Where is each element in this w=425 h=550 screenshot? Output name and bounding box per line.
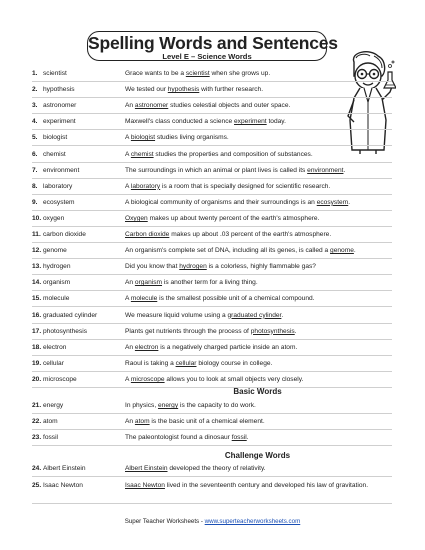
sentence-end: . <box>353 247 356 255</box>
sentence-end: biology course in college. <box>196 359 273 367</box>
word-number: 6. <box>32 150 38 158</box>
word-number: 13. <box>32 263 42 271</box>
spelling-word: environment <box>43 166 80 174</box>
sentence-start: Maxwell's class conducted a science <box>125 118 235 126</box>
sentence-keyword: Carbon dioxide <box>125 231 170 238</box>
example-sentence <box>125 86 357 94</box>
sentence-end: . <box>281 311 284 319</box>
sentence-end: allows you to look at small objects very closely. <box>164 375 304 383</box>
example-sentence <box>125 465 390 473</box>
example-sentence <box>125 295 390 303</box>
word-number: 1. <box>32 70 38 77</box>
sentence-end: is the basic unit of a chemical element. <box>149 418 265 426</box>
footer <box>0 518 425 526</box>
sentence-end: studies celestial objects and outer space. <box>168 102 291 110</box>
sentence-start: An <box>125 279 135 287</box>
word-row <box>32 134 392 146</box>
sentence-end: is the smallest possible unit of a chemical compound. <box>157 295 315 303</box>
sentence-start: Did you know that <box>125 263 180 271</box>
spelling-word: photosynthesis <box>43 327 87 335</box>
spelling-word: microscope <box>43 375 77 383</box>
sentence-end: is a room that is specially designed for scientific research. <box>160 182 331 190</box>
sentence-start: A <box>125 295 131 303</box>
word-row <box>32 151 392 163</box>
example-sentence <box>125 312 390 320</box>
title-box <box>87 31 338 61</box>
sentence-keyword: environment <box>307 166 344 174</box>
sentence-end: is a negatively charged particle inside an atom. <box>158 343 298 351</box>
basic-words-heading: Basic Words <box>233 387 282 396</box>
example-sentence <box>125 151 390 159</box>
sentence-start: A biological community of organisms and their surroundings is an <box>125 198 317 206</box>
word-number: 9. <box>32 198 38 206</box>
sentence-end: developed the theory of relativity. <box>167 465 266 472</box>
page-subtitle: Level E – Science Words <box>162 52 252 61</box>
example-sentence <box>125 134 357 142</box>
sentence-start: An <box>125 418 135 426</box>
sentence-start: A <box>125 150 131 158</box>
spelling-word: Albert Einstein <box>43 465 86 472</box>
sentence-end: makes up about twenty percent of the earth's atmosphere. <box>147 214 320 222</box>
word-number: 7. <box>32 166 38 174</box>
word-row <box>32 86 392 98</box>
sentence-end: is a colorless, highly flammable gas? <box>206 263 316 271</box>
word-row <box>32 102 392 114</box>
word-number: 5. <box>32 134 38 142</box>
spelling-word: oxygen <box>43 214 65 222</box>
word-row <box>32 312 392 324</box>
sentence-keyword: Albert Einstein <box>125 465 168 472</box>
sentence-keyword: biologist <box>130 134 156 142</box>
word-number: 14. <box>32 279 42 287</box>
word-row <box>32 167 392 179</box>
sentence-end: today. <box>266 118 286 126</box>
example-sentence <box>125 183 390 191</box>
example-sentence <box>125 199 390 207</box>
sentence-keyword: electron <box>134 343 159 351</box>
example-sentence <box>125 118 357 126</box>
example-sentence <box>125 102 357 110</box>
word-number: 22. <box>32 418 42 426</box>
word-row <box>32 247 392 259</box>
word-row <box>32 402 392 414</box>
example-sentence <box>125 434 390 442</box>
sentence-start: We measure liquid volume using a <box>125 311 228 319</box>
spelling-word: fossil <box>43 434 59 442</box>
page-title: Spelling Words and Sentences <box>88 33 338 53</box>
word-row <box>32 263 392 275</box>
sentence-keyword: microscope <box>130 375 165 383</box>
sentence-keyword: atom <box>134 418 150 426</box>
spelling-word: hydrogen <box>43 263 71 271</box>
example-sentence <box>125 482 390 490</box>
spelling-word: graduated cylinder <box>43 311 98 319</box>
word-number: 2. <box>32 86 38 94</box>
word-row <box>32 344 392 356</box>
example-sentence <box>125 328 390 336</box>
word-row <box>32 183 392 195</box>
sentence-keyword: genome <box>330 247 354 255</box>
spelling-word: hypothesis <box>43 86 75 94</box>
word-number: 4. <box>32 118 38 126</box>
sentence-keyword: Oxygen <box>125 214 148 222</box>
sentence-keyword: graduated cylinder <box>227 311 282 319</box>
spelling-word: chemist <box>43 150 66 158</box>
example-sentence <box>125 418 390 426</box>
word-number: 17. <box>32 327 42 335</box>
sentence-end: . <box>348 198 351 206</box>
sentence-end: studies the properties and composition of substances. <box>153 150 313 158</box>
example-sentence <box>125 70 357 78</box>
example-sentence <box>125 247 390 255</box>
word-number: 21. <box>32 402 42 409</box>
word-row <box>32 360 392 372</box>
sentence-start: Raoul is taking a <box>125 359 176 367</box>
sentence-keyword: astronomer <box>134 102 169 110</box>
spelling-word: electron <box>43 343 67 351</box>
sentence-keyword: hydrogen <box>179 263 207 271</box>
word-number: 23. <box>32 434 42 442</box>
spelling-word: laboratory <box>43 182 73 190</box>
sentence-start: The surroundings in which an animal or plant lives is called its <box>125 166 308 174</box>
sentence-keyword: chemist <box>130 150 154 158</box>
sentence-end: is another term for a living thing. <box>162 279 258 287</box>
spelling-word: astronomer <box>43 102 77 110</box>
word-row <box>32 482 392 504</box>
spelling-word: carbon dioxide <box>43 231 86 238</box>
sentence-end: . <box>294 327 297 335</box>
word-number: 8. <box>32 182 38 190</box>
sentence-keyword: energy <box>157 402 179 409</box>
sentence-start: Grace wants to be a <box>125 70 186 77</box>
spelling-word: experiment <box>43 118 76 126</box>
sentence-keyword: scientist <box>185 70 210 77</box>
word-row <box>32 215 392 227</box>
sentence-keyword: experiment <box>234 118 267 126</box>
word-row <box>32 231 392 243</box>
sentence-end: is the capacity to do work. <box>178 402 256 409</box>
word-number: 25. <box>32 481 42 489</box>
challenge-words-heading: Challenge Words <box>224 451 291 460</box>
example-sentence <box>125 215 390 223</box>
sentence-keyword: Isaac Newton <box>125 481 165 489</box>
word-row <box>32 70 392 82</box>
sentence-start: A <box>125 134 131 142</box>
sentence-start: We tested our <box>125 86 168 94</box>
sentence-keyword: organism <box>134 279 163 287</box>
sentence-start: Plants get nutrients through the process of <box>125 327 251 335</box>
word-number: 11. <box>32 231 41 238</box>
word-row <box>32 199 392 211</box>
word-number: 3. <box>32 102 38 110</box>
example-sentence <box>125 279 390 287</box>
word-row <box>32 118 392 130</box>
sentence-keyword: cellular <box>175 359 197 367</box>
sentence-end: when she grows up. <box>209 70 271 77</box>
word-number: 15. <box>32 295 42 303</box>
spelling-word: molecule <box>43 295 70 303</box>
spelling-word: atom <box>43 418 58 426</box>
word-row <box>32 434 392 446</box>
sentence-keyword: molecule <box>130 295 158 303</box>
example-sentence <box>125 263 390 271</box>
sentence-start: An organism's complete set of DNA, including all its genes, is called a <box>125 247 331 255</box>
word-number: 20. <box>32 375 42 383</box>
sentence-start: The paleontologist found a dinosaur <box>125 434 232 442</box>
sentence-keyword: ecosystem <box>316 198 349 206</box>
example-sentence <box>125 231 390 239</box>
sentence-end: . <box>343 166 346 174</box>
example-sentence <box>125 344 390 352</box>
sentence-end: makes up about .03 percent of the earth's atmosphere. <box>169 231 332 238</box>
word-row <box>32 328 392 340</box>
word-row <box>32 295 392 307</box>
sentence-start: A <box>125 375 131 383</box>
example-sentence <box>125 360 390 368</box>
example-sentence <box>125 376 390 384</box>
spelling-word: organism <box>43 279 71 287</box>
word-row <box>32 418 392 430</box>
sentence-end: with further research. <box>199 86 264 94</box>
word-row <box>32 465 392 477</box>
example-sentence <box>125 167 390 175</box>
word-number: 10. <box>32 214 42 222</box>
word-row <box>32 279 392 291</box>
spelling-word: biologist <box>43 134 68 142</box>
sentence-end: lived in the seventeenth century and developed his law of gravitation. <box>164 481 369 489</box>
spelling-word: genome <box>43 247 67 255</box>
footer-prefix: Super Teacher Worksheets - <box>124 518 205 525</box>
spelling-word: Isaac Newton <box>43 481 83 489</box>
sentence-end: . <box>246 434 249 442</box>
sentence-end: studies living organisms. <box>155 134 229 142</box>
sentence-start: An <box>125 343 135 351</box>
word-number: 24. <box>32 465 42 472</box>
sentence-start: In physics, <box>125 402 158 409</box>
spelling-word: energy <box>43 402 64 409</box>
word-number: 19. <box>32 359 42 367</box>
sentence-start: An <box>125 102 135 110</box>
word-number: 16. <box>32 311 42 319</box>
sentence-start: A <box>125 182 131 190</box>
sentence-keyword: photosynthesis <box>250 327 295 335</box>
sentence-keyword: laboratory <box>130 182 161 190</box>
footer-link[interactable]: www.superteacherworksheets.com <box>204 518 301 525</box>
spelling-word: scientist <box>43 70 67 77</box>
sentence-keyword: hypothesis <box>167 86 200 94</box>
word-number: 18. <box>32 343 42 351</box>
word-number: 12. <box>32 247 42 255</box>
sentence-keyword: fossil <box>231 434 247 442</box>
example-sentence <box>125 402 390 410</box>
spelling-word: cellular <box>43 359 64 367</box>
spelling-word: ecosystem <box>43 198 75 206</box>
